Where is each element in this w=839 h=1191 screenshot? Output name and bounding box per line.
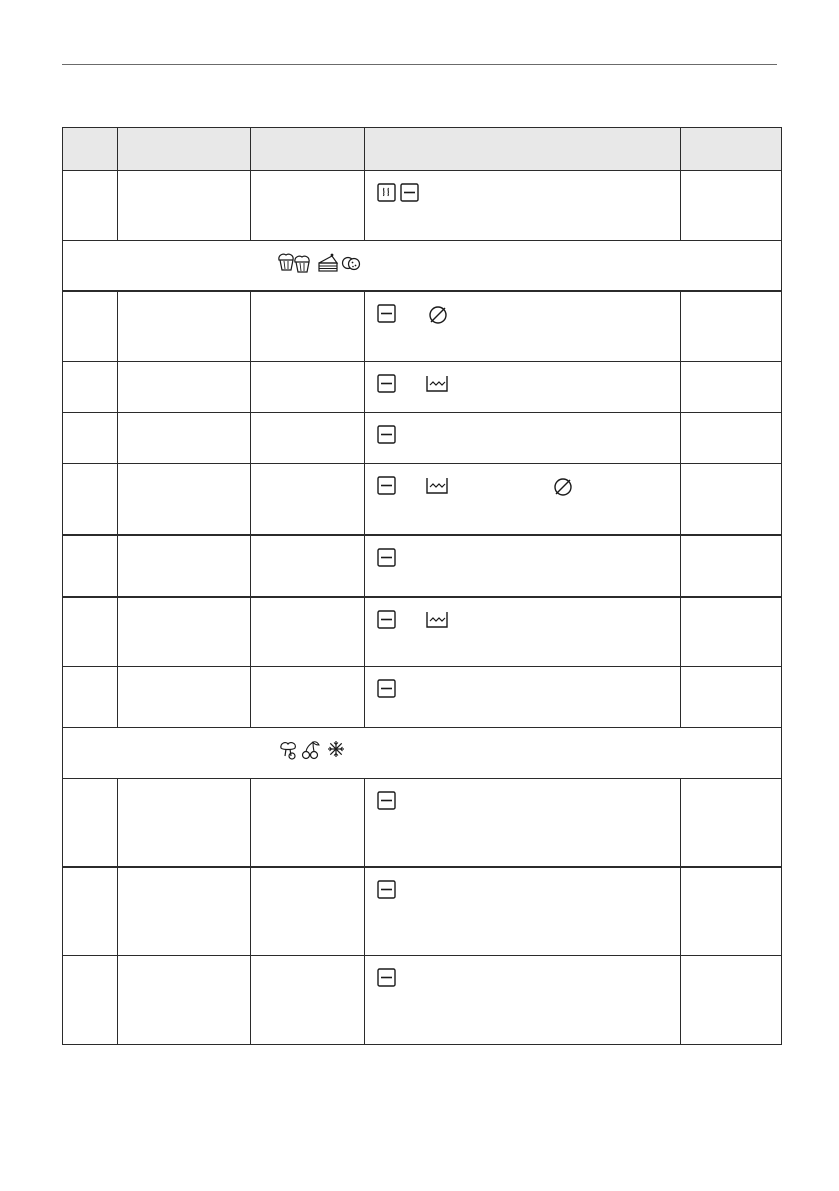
baking-table [62,127,782,1045]
table-row [63,666,781,727]
header-cell [364,128,680,170]
cake-slice-icon [317,252,339,274]
bottom-heat-icon [377,304,396,323]
header-cell [680,128,782,170]
table-row [63,412,781,463]
table-row [63,596,781,666]
bottom-heat-icon [377,880,396,899]
water-tray-icon [425,374,449,394]
table-row [63,361,781,412]
bottom-heat-icon [377,968,396,987]
bottom-heat-icon [377,610,396,629]
bottom-heat-icon [377,425,396,444]
table-header-row [63,127,781,170]
bottom-heat-icon [377,548,396,567]
fruit-icon [300,739,322,761]
cookies-icon [341,252,361,274]
bottom-heat-icon [400,183,419,202]
no-preheat-icon [427,304,449,326]
table-row [63,955,781,1044]
table-row [63,534,781,596]
table-row [63,170,781,240]
header-cell [63,128,117,170]
top-rule [62,64,777,65]
vegetables-icon [278,739,300,761]
table-row [63,463,781,534]
table-row [63,290,781,361]
header-cell [250,128,364,170]
header-cell [117,128,250,170]
table-row [63,866,781,955]
frozen-icon [326,739,346,759]
muffins-icon [277,252,315,274]
steam-grill-icon [377,183,396,202]
section-row-vegetables [63,727,781,778]
bottom-heat-icon [377,374,396,393]
bottom-heat-icon [377,679,396,698]
bottom-heat-icon [377,476,396,495]
section-row-bakery [63,240,781,290]
water-tray-icon [425,476,449,496]
water-tray-icon [425,610,449,630]
no-preheat-icon [552,476,574,498]
bottom-heat-icon [377,791,396,810]
table-row [63,778,781,866]
